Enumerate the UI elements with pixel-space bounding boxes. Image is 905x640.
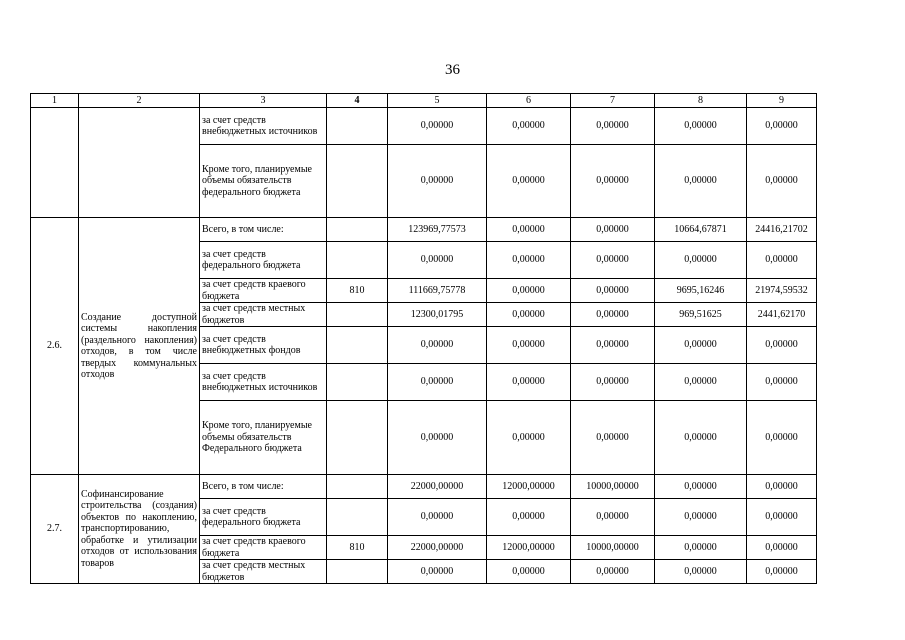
value-cell: 10664,67871 xyxy=(655,218,747,242)
source-cell: за счет средств краевого бюджета xyxy=(200,279,327,303)
value-cell: 0,00000 xyxy=(571,303,655,327)
code-cell xyxy=(327,499,388,536)
row-number-cell: 2.7. xyxy=(31,475,79,584)
value-cell: 0,00000 xyxy=(487,108,571,145)
value-cell: 969,51625 xyxy=(655,303,747,327)
value-cell: 0,00000 xyxy=(655,560,747,584)
value-cell: 12300,01795 xyxy=(388,303,487,327)
value-cell: 0,00000 xyxy=(388,401,487,475)
budget-table xyxy=(30,93,817,584)
code-cell xyxy=(327,242,388,279)
source-cell: за счет средств внебюджетных фондов xyxy=(200,327,327,364)
header-row xyxy=(31,94,817,108)
source-cell: за счет средств местных бюджетов xyxy=(200,303,327,327)
code-cell xyxy=(327,108,388,145)
code-cell xyxy=(327,401,388,475)
code-cell xyxy=(327,327,388,364)
code-cell: 810 xyxy=(327,536,388,560)
source-cell: Всего, в том числе: xyxy=(200,218,327,242)
value-cell: 0,00000 xyxy=(655,499,747,536)
value-cell: 0,00000 xyxy=(487,242,571,279)
value-cell: 0,00000 xyxy=(388,327,487,364)
code-cell xyxy=(327,303,388,327)
value-cell: 0,00000 xyxy=(571,218,655,242)
value-cell: 0,00000 xyxy=(571,364,655,401)
source-cell: Кроме того, планируемые объемы обязательств федерального бюджета xyxy=(200,145,327,218)
value-cell: 10000,00000 xyxy=(571,536,655,560)
value-cell: 0,00000 xyxy=(655,364,747,401)
value-cell: 0,00000 xyxy=(655,145,747,218)
source-cell: Всего, в том числе: xyxy=(200,475,327,499)
value-cell: 0,00000 xyxy=(571,401,655,475)
row-number-cell: 2.6. xyxy=(31,218,79,475)
table-row xyxy=(31,218,817,242)
value-cell: 22000,00000 xyxy=(388,475,487,499)
value-cell: 0,00000 xyxy=(747,327,817,364)
header-cell: 9 xyxy=(747,94,817,108)
value-cell: 0,00000 xyxy=(571,560,655,584)
value-cell: 0,00000 xyxy=(747,242,817,279)
value-cell: 0,00000 xyxy=(571,145,655,218)
value-cell: 0,00000 xyxy=(655,327,747,364)
source-cell: за счет средств краевого бюджета xyxy=(200,536,327,560)
source-cell: за счет средств федерального бюджета xyxy=(200,242,327,279)
code-cell xyxy=(327,145,388,218)
value-cell: 0,00000 xyxy=(747,145,817,218)
header-cell: 5 xyxy=(388,94,487,108)
header-cell: 7 xyxy=(571,94,655,108)
value-cell: 9695,16246 xyxy=(655,279,747,303)
code-cell: 810 xyxy=(327,279,388,303)
value-cell: 0,00000 xyxy=(487,364,571,401)
header-cell: 6 xyxy=(487,94,571,108)
value-cell: 0,00000 xyxy=(655,108,747,145)
value-cell: 0,00000 xyxy=(571,279,655,303)
header-cell: 8 xyxy=(655,94,747,108)
value-cell: 0,00000 xyxy=(487,401,571,475)
value-cell: 0,00000 xyxy=(487,560,571,584)
value-cell: 0,00000 xyxy=(487,499,571,536)
value-cell: 0,00000 xyxy=(747,475,817,499)
value-cell: 0,00000 xyxy=(388,108,487,145)
value-cell: 0,00000 xyxy=(487,303,571,327)
value-cell: 0,00000 xyxy=(388,364,487,401)
value-cell: 10000,00000 xyxy=(571,475,655,499)
header-cell: 3 xyxy=(200,94,327,108)
value-cell: 0,00000 xyxy=(747,364,817,401)
value-cell: 12000,00000 xyxy=(487,536,571,560)
page-number: 36 xyxy=(445,62,460,78)
value-cell: 0,00000 xyxy=(655,401,747,475)
code-cell xyxy=(327,364,388,401)
value-cell: 0,00000 xyxy=(487,145,571,218)
source-cell: Кроме того, планируемые объемы обязательств Федерального бюджета xyxy=(200,401,327,475)
value-cell: 0,00000 xyxy=(487,218,571,242)
description-cell: Создание доступной системы накопления (раздельного накопления) отходов, в том числе твердых коммунальных отходов xyxy=(79,218,200,475)
value-cell: 0,00000 xyxy=(388,499,487,536)
code-cell xyxy=(327,475,388,499)
value-cell: 0,00000 xyxy=(487,279,571,303)
source-cell: за счет средств внебюджетных источников xyxy=(200,108,327,145)
code-cell xyxy=(327,218,388,242)
value-cell: 0,00000 xyxy=(655,475,747,499)
value-cell: 0,00000 xyxy=(655,536,747,560)
table-row xyxy=(31,108,817,145)
value-cell: 12000,00000 xyxy=(487,475,571,499)
value-cell: 0,00000 xyxy=(747,536,817,560)
value-cell: 0,00000 xyxy=(571,242,655,279)
value-cell: 0,00000 xyxy=(388,145,487,218)
value-cell: 0,00000 xyxy=(487,327,571,364)
header-cell: 1 xyxy=(31,94,79,108)
value-cell: 0,00000 xyxy=(655,242,747,279)
code-cell xyxy=(327,560,388,584)
header-cell: 2 xyxy=(79,94,200,108)
value-cell: 21974,59532 xyxy=(747,279,817,303)
header-cell: 4 xyxy=(327,94,388,108)
value-cell: 2441,62170 xyxy=(747,303,817,327)
table-row xyxy=(31,475,817,499)
source-cell: за счет средств местных бюджетов xyxy=(200,560,327,584)
row-number-cell xyxy=(31,108,79,218)
value-cell: 22000,00000 xyxy=(388,536,487,560)
value-cell: 0,00000 xyxy=(747,108,817,145)
source-cell: за счет средств федерального бюджета xyxy=(200,499,327,536)
value-cell: 0,00000 xyxy=(747,499,817,536)
value-cell: 0,00000 xyxy=(571,327,655,364)
description-cell xyxy=(79,108,200,218)
value-cell: 24416,21702 xyxy=(747,218,817,242)
value-cell: 123969,77573 xyxy=(388,218,487,242)
description-cell: Софинансирование строительства (создания) объектов по накоплению, транспортированию, обработке и утилизации отходов от использования товаров xyxy=(79,475,200,584)
value-cell: 0,00000 xyxy=(388,242,487,279)
value-cell: 0,00000 xyxy=(388,560,487,584)
value-cell: 0,00000 xyxy=(571,108,655,145)
value-cell: 111669,75778 xyxy=(388,279,487,303)
value-cell: 0,00000 xyxy=(571,499,655,536)
source-cell: за счет средств внебюджетных источников xyxy=(200,364,327,401)
value-cell: 0,00000 xyxy=(747,560,817,584)
value-cell: 0,00000 xyxy=(747,401,817,475)
